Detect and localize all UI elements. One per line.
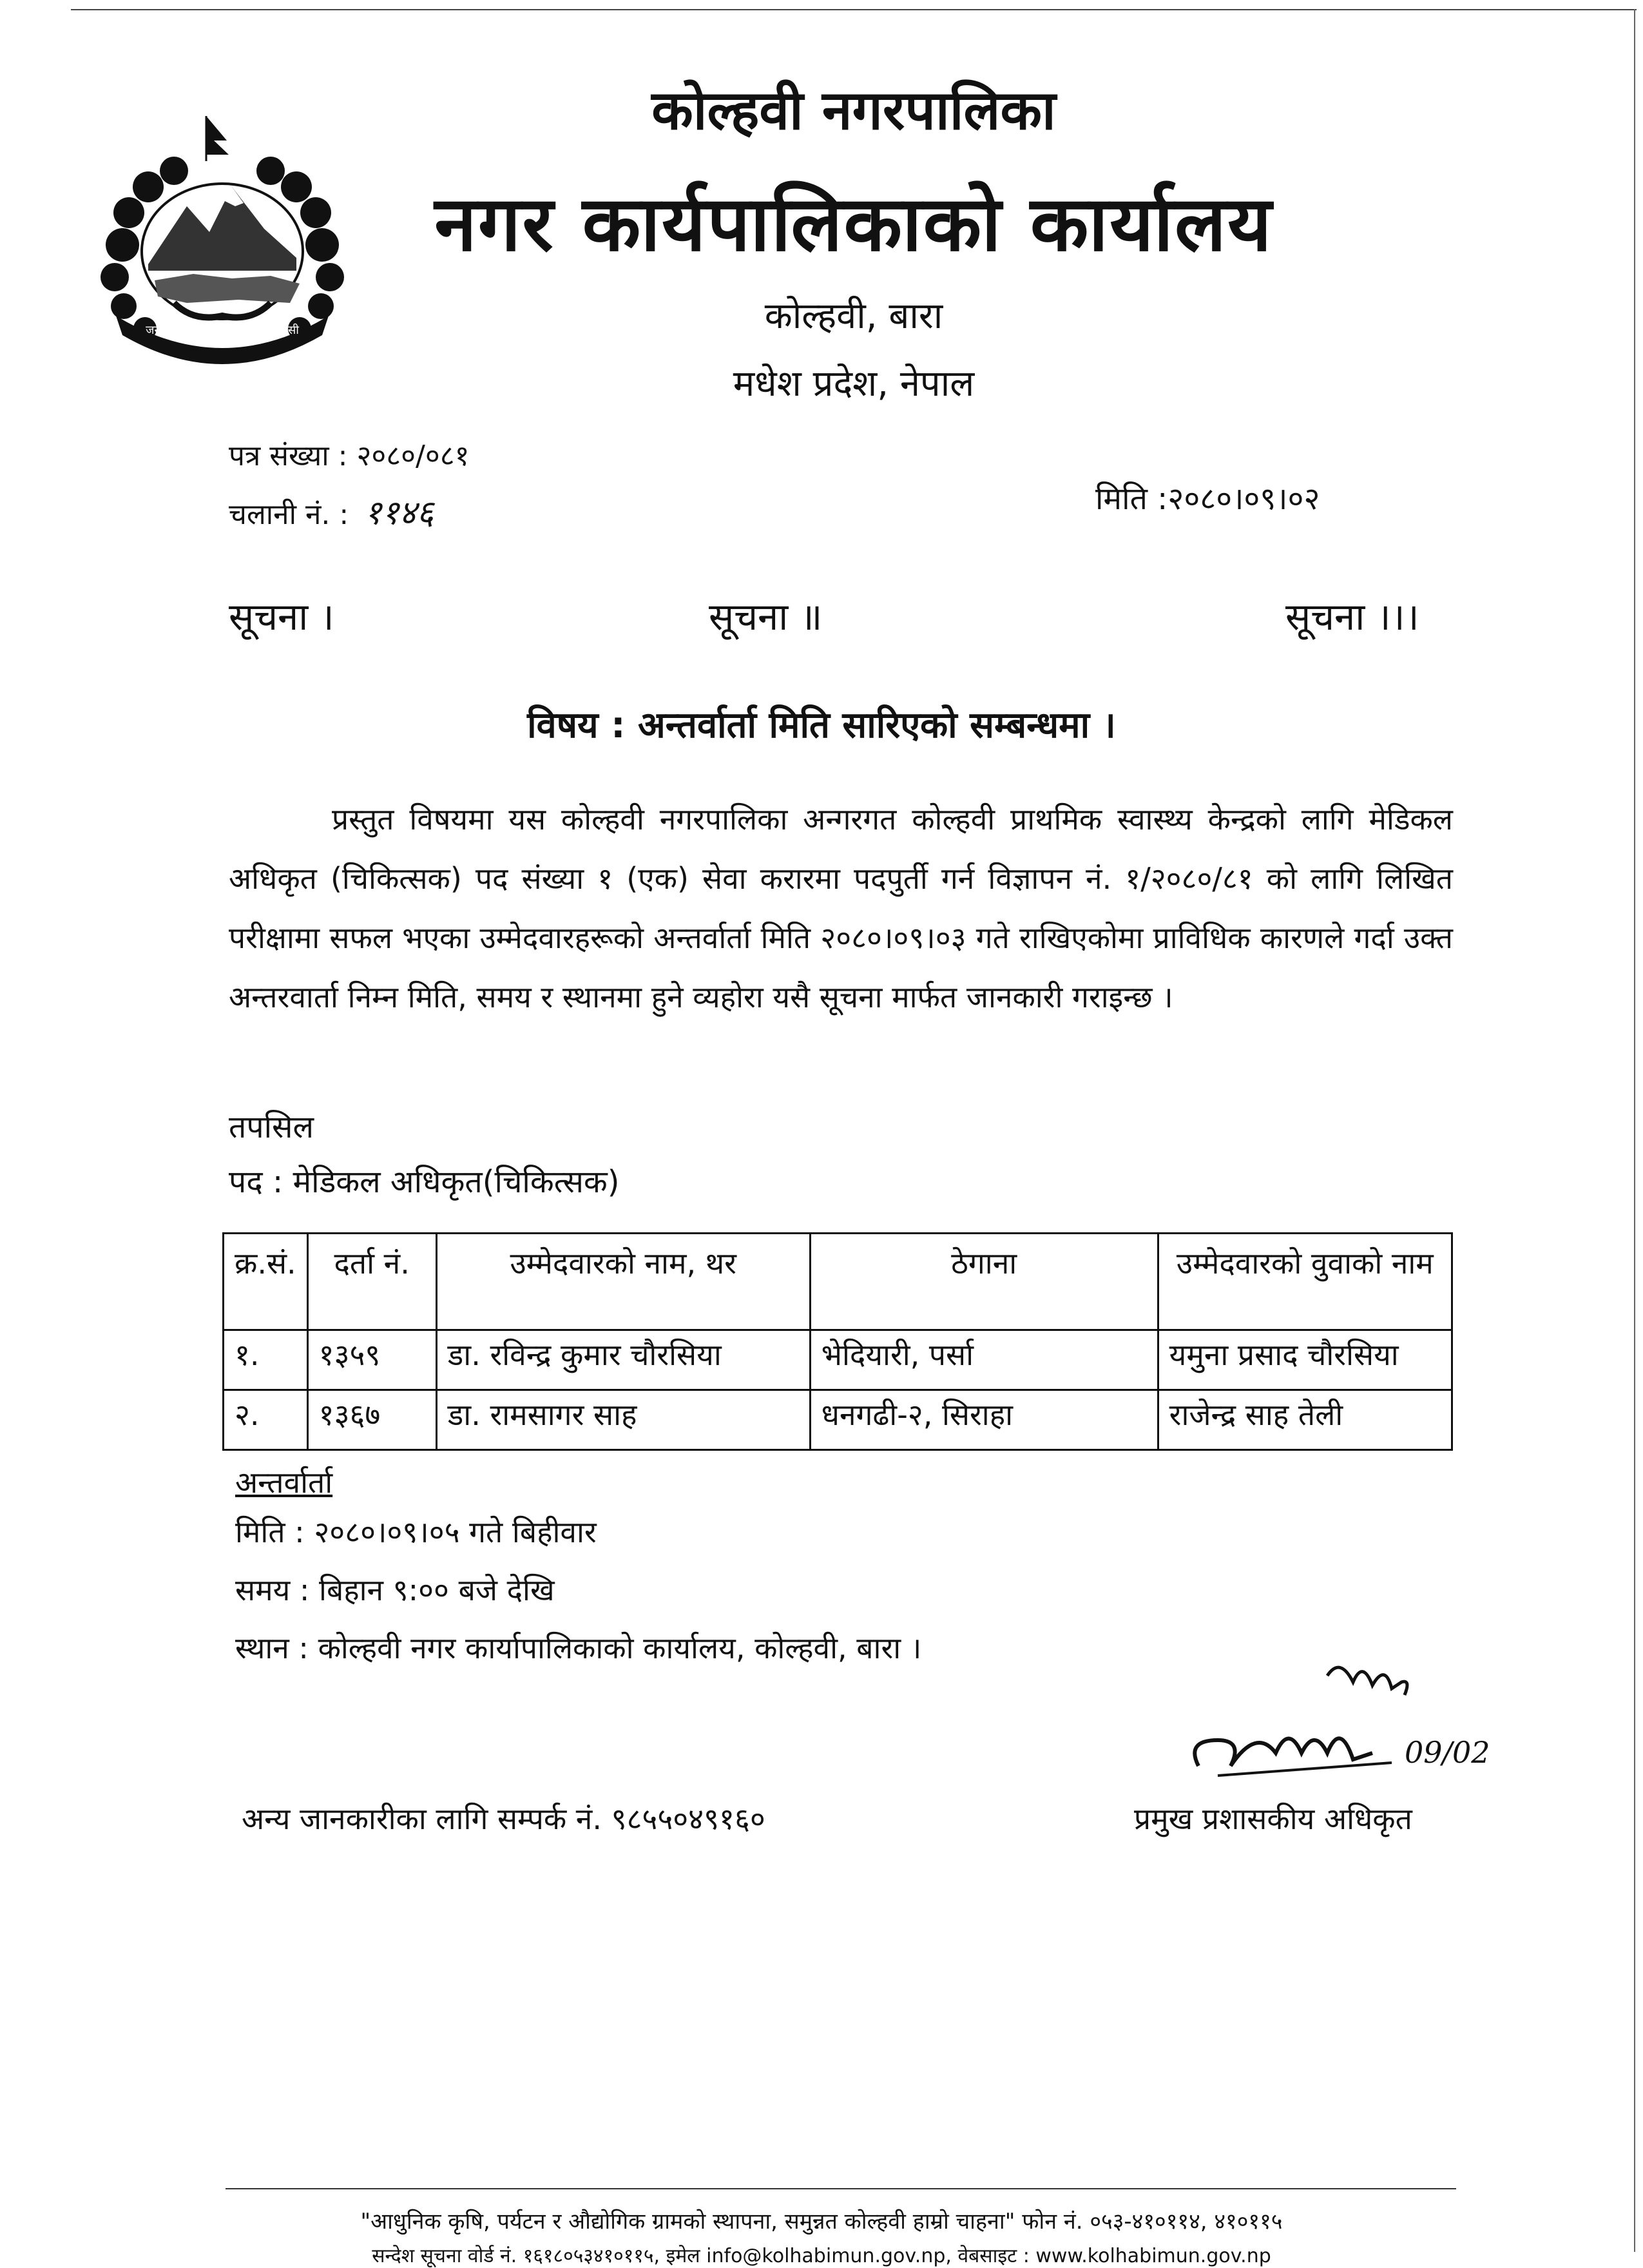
footer-website[interactable]: www.kolhabimun.gov.np: [1035, 2245, 1271, 2267]
interview-time-label: समय :: [235, 1573, 310, 1607]
footer-slogan-line: [0, 2205, 1643, 2235]
details-heading: तपसिल: [229, 1109, 314, 1145]
cell-candidate-name: डा. रविन्द्र कुमार चौरसिया: [436, 1330, 810, 1390]
cell-address: धनगढी-२, सिराहा: [810, 1390, 1158, 1450]
footer-email-label: इमेल: [666, 2245, 700, 2267]
interview-date: [235, 1511, 597, 1551]
svg-text:09/02: 09/02: [1405, 1735, 1490, 1770]
table-row: [224, 1330, 1452, 1390]
contact-info: अन्य जानकारीका लागि सम्पर्क नं. ९८५५०४९१६०: [242, 1801, 765, 1836]
footer-slogan: "आधुनिक कृषि, पर्यटन र औद्योगिक ग्रामको स्थापना, समुन्नत कोल्हवी हाम्रो चाहना": [360, 2209, 1015, 2234]
dispatch-number-label: चलानी नं. :: [229, 498, 349, 531]
municipality-name: कोल्हवी नगरपालिका: [651, 79, 1056, 142]
post-label: पद :: [229, 1164, 283, 1200]
letter-date: [1095, 477, 1320, 519]
scan-edge-right: [1634, 9, 1635, 2252]
cell-registration: १३६७: [307, 1390, 436, 1450]
subject-label: विषय :: [527, 704, 626, 746]
subject-text: अन्तर्वार्ता मिति सारिएको सम्बन्धमा ।: [638, 704, 1116, 746]
interview-time: [235, 1569, 555, 1609]
cell-address: भेदियारी, पर्सा: [810, 1330, 1158, 1390]
interview-date-value: २०८०।०९।०५ गते बिहीवार: [314, 1515, 597, 1549]
table-row: [224, 1390, 1452, 1450]
interview-heading: अन्तर्वार्ता: [235, 1465, 333, 1500]
footer-board-label: सन्देश सूचना वोर्ड नं.: [372, 2245, 517, 2267]
notice-heading-3: सूचना ।।।: [1285, 595, 1419, 639]
interview-venue: [235, 1627, 921, 1667]
emblem-motto: जननी जन्मभूमिश्च स्वर्गादपि गरीयसी: [146, 324, 299, 337]
letter-number: [229, 435, 469, 474]
footer-email[interactable]: info@kolhabimun.gov.np,: [706, 2245, 952, 2267]
footer-contact-line: [0, 2242, 1643, 2268]
subject-line: [0, 699, 1643, 748]
notice-heading-1: सूचना ।: [229, 595, 334, 639]
handwritten-signature-icon: [1179, 1656, 1540, 1805]
header-address: ठेगाना: [810, 1234, 1158, 1330]
dispatch-number: [229, 489, 434, 534]
letter-number-label: पत्र संख्या :: [229, 440, 348, 472]
interview-time-value: बिहान ९:०० बजे देखि: [319, 1573, 555, 1607]
footer-board: १६१८०५३४१०११५,: [523, 2245, 660, 2267]
signatory-title: प्रमुख प्रशासकीय अधिकृत: [1134, 1801, 1412, 1836]
header-father-name: उम्मेदवारको वुवाको नाम: [1158, 1234, 1452, 1330]
cell-father-name: यमुना प्रसाद चौरसिया: [1158, 1330, 1452, 1390]
notice-heading-2: सूचना ॥: [709, 595, 823, 639]
footer-phone: फोन नं. ०५३-४१०११४, ४१०११५: [1022, 2209, 1283, 2234]
table-header-row: [224, 1234, 1452, 1330]
post-value: मेडिकल अधिकृत(चिकित्सक): [293, 1164, 620, 1200]
cell-candidate-name: डा. रामसागर साह: [436, 1390, 810, 1450]
candidate-table: [222, 1232, 1453, 1451]
interview-date-label: मिति :: [235, 1515, 305, 1549]
header-registration: दर्ता नं.: [307, 1234, 436, 1330]
address-line-1: कोल्हवी, बारा: [764, 295, 943, 337]
post-line: [229, 1160, 620, 1202]
scan-edge-top: [71, 9, 1637, 10]
cell-serial: २.: [224, 1390, 308, 1450]
cell-registration: १३५९: [307, 1330, 436, 1390]
cell-serial: १.: [224, 1330, 308, 1390]
office-name: नगर कार्यपालिकाको कार्यालय: [434, 179, 1273, 268]
body-paragraph: प्रस्तुत विषयमा यस कोल्हवी नगरपालिका अन्गरगत कोल्हवी प्राथमिक स्वास्थ्य केन्द्रको लागि मेडिकल अधिकृत (चिकित्सक) पद संख्या १ (एक) सेवा करारमा पदपुर्ती गर्न विज्ञापन नं. १/२०८०/८१ को लागि लिखित परीक्षामा सफल भएका उम्मेदवारहरूको अन्तर्वार्ता मिति २०८०।०९।०३ गते राखिएकोमा प्राविधिक कारणले गर्दा उक्त अन्तरवार्ता निम्न मिति, समय र स्थानमा हुने व्यहोरा यसै सूचना मार्फत जानकारी गराइन्छ ।: [229, 802, 1453, 1014]
dispatch-number-value: ११४६: [364, 494, 434, 532]
header-serial: क्र.सं.: [224, 1234, 308, 1330]
interview-venue-value: कोल्हवी नगर कार्यापालिकाको कार्यालय, कोल्हवी, बारा ।: [318, 1631, 922, 1665]
header-candidate-name: उम्मेदवारको नाम, थर: [436, 1234, 810, 1330]
letter-date-label: मिति :: [1095, 481, 1168, 517]
footer-website-label: वेबसाइट :: [957, 2245, 1030, 2267]
footer-divider: [226, 2188, 1456, 2189]
interview-venue-label: स्थान :: [235, 1631, 309, 1665]
letter-number-value: २०८०/०८१: [356, 440, 470, 472]
letter-date-value: २०८०।०९।०२: [1167, 481, 1320, 517]
cell-father-name: राजेन्द्र साह तेली: [1158, 1390, 1452, 1450]
address-line-2: मधेश प्रदेश, नेपाल: [733, 363, 975, 405]
